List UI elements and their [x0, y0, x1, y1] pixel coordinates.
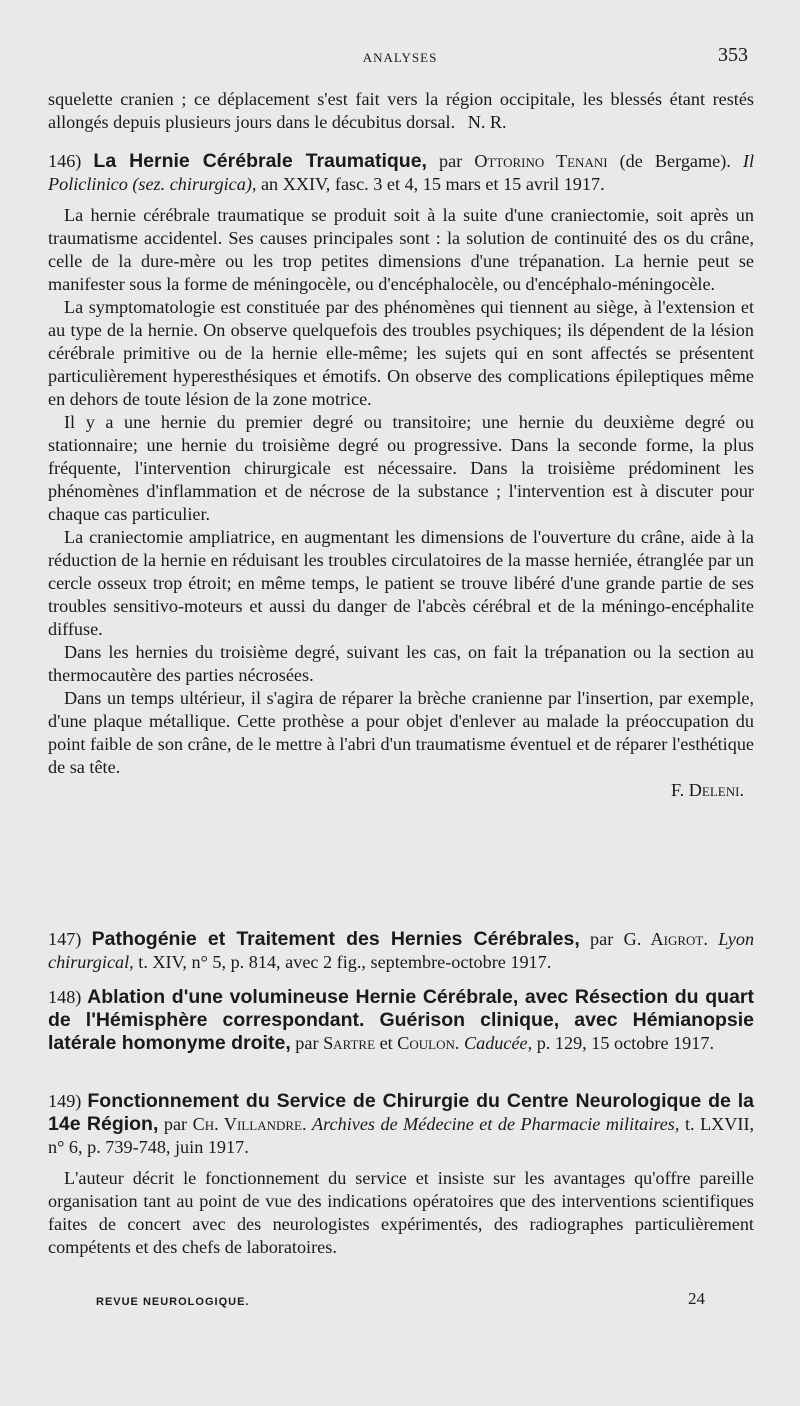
- entry-number: 147): [48, 929, 82, 949]
- entry-author: Ottorino Tenani: [474, 151, 608, 171]
- signature-mark: 24: [688, 1289, 705, 1308]
- entry-number: 149): [48, 1091, 82, 1111]
- entry-148: [48, 986, 754, 1055]
- entry-title: La Hernie Cérébrale Traumatique,: [93, 150, 427, 172]
- paragraph: La hernie cérébrale traumatique se produit soit à la suite d'une craniectomie, soit après un traumatisme accidentel. Ses causes principales sont : la solution de continuité des os du crâne, celle de la dure-mère ou les trop petites dimensions d'une trépanation. La hernie peut se manifester sous la forme de méningocèle, ou d'encéphalocèle, ou d'encéphalo-méningocèle.: [48, 205, 754, 294]
- entry-title: Fonctionnement du Service de Chirurgie du Centre Neurologique de la 14e Région,: [48, 1090, 754, 1135]
- paragraph: La symptomatologie est constituée par des phénomènes qui tiennent au siège, à l'extension et au type de la hernie. On observe quelquefois des troubles psychiques; ils dépendent de la lésion cérébrale primitive ou de la hernie elle-même; les sujets qui en sont affectés se présentent particulièrement hyperesthésiques et émotifs. On observe des complications épileptiques même en dehors de toute lésion de la zone motrice.: [48, 297, 754, 409]
- paragraph: Dans les hernies du troisième degré, suivant les cas, on fait la trépanation ou la section au thermocautère des parties nécrosées.: [48, 642, 754, 685]
- entry-title: Pathogénie et Traitement des Hernies Cérébrales,: [91, 928, 580, 950]
- entry-number: 148): [48, 987, 82, 1007]
- paragraph: La craniectomie ampliatrice, en augmentant les dimensions de l'ouverture du crâne, aide à la réduction de la hernie en réduisant les troubles circulatoires de la masse herniée, étranglée par un cercle osseux trop étroit; en même temps, le patient se trouve libéré d'une grande partie de ses troubles sensitivo-moteurs et aussi du danger de l'abcès cérébral et de la méningo-encéphalite diffuse.: [48, 527, 754, 639]
- intro-paragraph: squelette cranien ; ce déplacement s'est fait vers la région occipitale, les blessés étant restés allongés depuis plusieurs jours dans le décubitus dorsal. N. R.: [48, 89, 754, 132]
- paragraph: L'auteur décrit le fonctionnement du service et insiste sur les avantages qu'offre pareille organisation tant au point de vue des indications opératoires que des interventions scientifiques faites de concert avec des neurologistes expérimentés, des radiographes particulièrement compétents et des chefs de laboratoires.: [48, 1168, 754, 1257]
- intro-section: [48, 88, 754, 134]
- entry-signature: F. Deleni.: [671, 780, 744, 800]
- entry-journal: Il Policlinico (sez. chirurgica),: [48, 151, 755, 194]
- entry-journal: Caducée,: [463, 1033, 533, 1053]
- entry-148-heading: 148) Ablation d'une volumineuse Hernie Cérébrale, avec Résection du quart de l'Hémisphère correspondant. Guérison clinique, avec Hémianopsie latérale homonyme droite, par Sartre et Coulon. Caducée, p. 129, 15 octobre 1917.: [48, 986, 755, 1054]
- entry-author: G. Aigrot.: [623, 929, 708, 949]
- paragraph: Il y a une hernie du premier degré ou transitoire; une hernie du deuxième degré ou stationnaire; une hernie du troisième degré ou progressive. Dans la seconde forme, la plus fréquente, l'intervention chirurgicale est nécessaire. Dans la troisième prédominent les phénomènes d'inflammation et de nécrose de la substance ; l'intervention est à discuter pour chaque cas particulier.: [48, 412, 754, 524]
- entry-149: [48, 1090, 754, 1259]
- entry-journal: Lyon chirurgical,: [48, 929, 755, 972]
- running-header: ANALYSES: [362, 50, 438, 65]
- entry-number: 146): [48, 151, 82, 171]
- page-number: 353: [718, 44, 748, 66]
- entry-author-2: Coulon.: [397, 1033, 460, 1053]
- entry-147-heading: 147) Pathogénie et Traitement des Hernies Cérébrales, par G. Aigrot. Lyon chirurgical, t. XIV, n° 5, p. 814, avec 2 fig., septembre-octobre 1917.: [48, 928, 755, 972]
- paragraph: Dans un temps ultérieur, il s'agira de réparer la brèche cranienne par l'insertion, par exemple, d'une plaque métallique. Cette prothèse a pour objet d'enlever au malade la préoccupation du point faible de son crâne, de le mettre à l'abri d'un traumatisme éventuel et de réparer l'esthétique de sa tête.: [48, 688, 754, 777]
- entry-journal: Archives de Médecine et de Pharmacie militaires,: [312, 1114, 680, 1134]
- entry-146: [48, 150, 754, 802]
- entry-author: Ch. Villandre.: [192, 1114, 307, 1134]
- intro-signature: N. R.: [467, 112, 507, 132]
- entry-146-heading: 146) La Hernie Cérébrale Traumatique, par Ottorino Tenani (de Bergame). Il Policlinico (sez. chirurgica), an XXIV, fasc. 3 et 4, 15 mars et 15 avril 1917.: [48, 150, 755, 194]
- footer-journal: REVUE NEUROLOGIQUE.: [96, 1296, 250, 1308]
- entry-149-heading: 149) Fonctionnement du Service de Chirurgie du Centre Neurologique de la 14e Région, par Ch. Villandre. Archives de Médecine et de Pharmacie militaires, t. LXVII, n° 6, p. 739-748, juin 1917.: [48, 1090, 755, 1157]
- entry-147: [48, 928, 754, 974]
- entry-author: Sartre: [323, 1033, 376, 1053]
- entry-title: Ablation d'une volumineuse Hernie Cérébrale, avec Résection du quart de l'Hémisphère correspondant. Guérison clinique, avec Hémianopsie latérale homonyme droite,: [48, 986, 755, 1054]
